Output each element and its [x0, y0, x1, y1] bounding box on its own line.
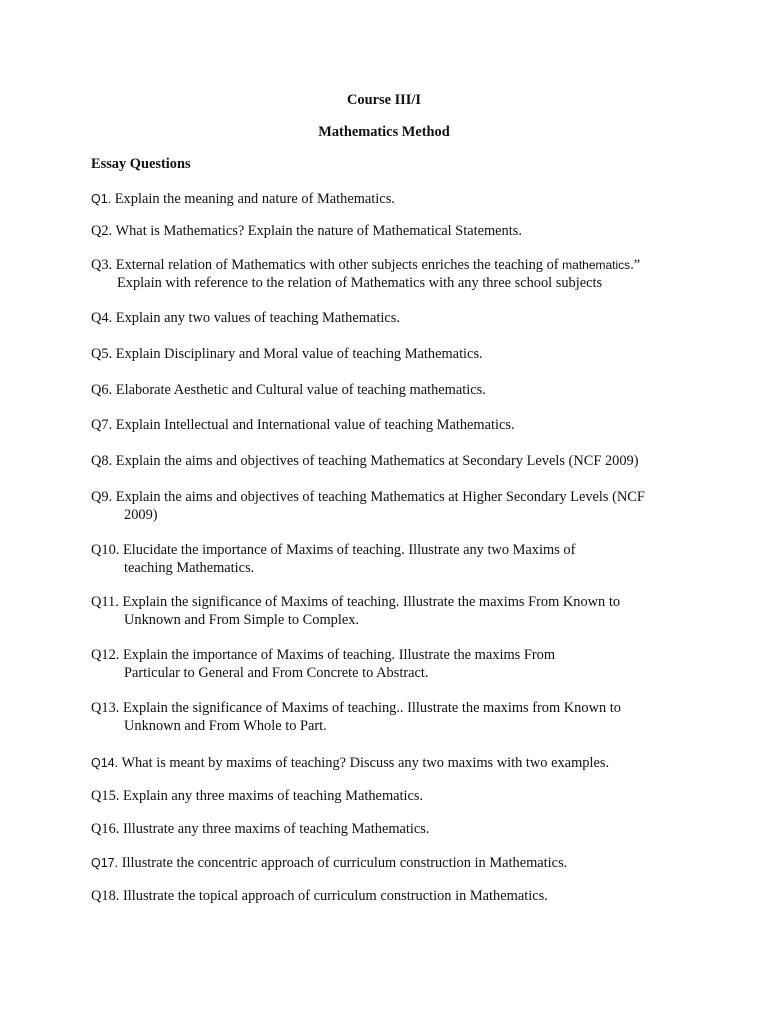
- question-text: Illustrate any three maxims of teaching Mathematics.: [123, 821, 430, 837]
- question-text: What is meant by maxims of teaching? Discuss any two maxims with two examples.: [121, 755, 610, 771]
- question-18: [91, 887, 691, 905]
- question-text: Explain the importance of Maxims of teaching. Illustrate the maxims From: [123, 647, 556, 663]
- question-15: [91, 787, 691, 805]
- question-number: Q6.: [91, 382, 113, 398]
- question-text-end: .”: [630, 257, 641, 273]
- question-4: [91, 309, 691, 327]
- question-text: Explain any two values of teaching Mathematics.: [115, 310, 400, 326]
- question-text-continued: Unknown and From Simple to Complex.: [124, 612, 360, 628]
- question-number: Q5.: [91, 346, 113, 362]
- question-number: Q18.: [91, 888, 120, 904]
- question-1: [91, 190, 691, 208]
- question-3: [91, 256, 691, 292]
- question-16: [91, 820, 691, 838]
- question-number: Q14.: [91, 756, 119, 770]
- question-8: [91, 452, 691, 470]
- question-text-continued: 2009): [124, 507, 158, 523]
- question-text: Explain Intellectual and International value of teaching Mathematics.: [115, 417, 515, 433]
- question-text: Explain Disciplinary and Moral value of teaching Mathematics.: [115, 346, 483, 362]
- question-number: Q12.: [91, 647, 120, 663]
- question-14: [91, 754, 691, 772]
- course-title: Course III/I: [347, 92, 421, 108]
- question-text: Explain the significance of Maxims of teaching. Illustrate the maxims From Known to: [122, 594, 621, 610]
- question-text: Explain the aims and objectives of teaching Mathematics at Secondary Levels (NCF 2009): [115, 453, 639, 469]
- question-text: External relation of Mathematics with other subjects enriches the teaching of: [115, 257, 563, 273]
- question-text: Explain the significance of Maxims of teaching.. Illustrate the maxims from Known to: [123, 700, 621, 716]
- question-17: [91, 854, 691, 872]
- question-text: What is Mathematics? Explain the nature of Mathematical Statements.: [115, 223, 522, 239]
- subject-title: Mathematics Method: [318, 124, 450, 140]
- question-text-continued: Explain with reference to the relation of Mathematics with any three school subjects: [117, 275, 603, 291]
- question-number: Q8.: [91, 453, 113, 469]
- question-text: Elucidate the importance of Maxims of teaching. Illustrate any two Maxims of: [123, 542, 576, 558]
- question-text-continued: teaching Mathematics.: [124, 560, 255, 576]
- question-number: Q10.: [91, 542, 120, 558]
- question-text-continued: Unknown and From Whole to Part.: [124, 718, 327, 734]
- question-number: Q9.: [91, 489, 113, 505]
- question-text: Elaborate Aesthetic and Cultural value of teaching mathematics.: [115, 382, 486, 398]
- question-9: [91, 488, 691, 524]
- question-number: Q7.: [91, 417, 113, 433]
- question-2: [91, 222, 691, 240]
- question-13: [91, 699, 691, 735]
- question-text: Illustrate the concentric approach of curriculum construction in Mathematics.: [121, 855, 568, 871]
- question-12: [91, 646, 691, 682]
- question-number: Q15.: [91, 788, 120, 804]
- question-text-word: mathematics: [562, 258, 631, 272]
- question-text: Explain any three maxims of teaching Mathematics.: [123, 788, 424, 804]
- question-5: [91, 345, 691, 363]
- question-number: Q16.: [91, 821, 120, 837]
- question-text: Explain the aims and objectives of teaching Mathematics at Higher Secondary Levels (NCF: [115, 489, 645, 505]
- question-number: Q2.: [91, 223, 113, 239]
- question-10: [91, 541, 691, 577]
- question-number: Q13.: [91, 700, 120, 716]
- question-11: [91, 593, 691, 629]
- section-heading: Essay Questions: [91, 156, 191, 172]
- question-text-continued: Particular to General and From Concrete to Abstract.: [124, 665, 429, 681]
- question-number: Q4.: [91, 310, 113, 326]
- question-text: Explain the meaning and nature of Mathematics.: [114, 191, 395, 207]
- question-number: Q17.: [91, 856, 119, 870]
- question-number: Q11.: [91, 594, 119, 610]
- question-7: [91, 416, 691, 434]
- question-6: [91, 381, 691, 399]
- question-text: Illustrate the topical approach of curriculum construction in Mathematics.: [123, 888, 548, 904]
- question-number: Q3.: [91, 257, 113, 273]
- question-number: Q1.: [91, 192, 112, 206]
